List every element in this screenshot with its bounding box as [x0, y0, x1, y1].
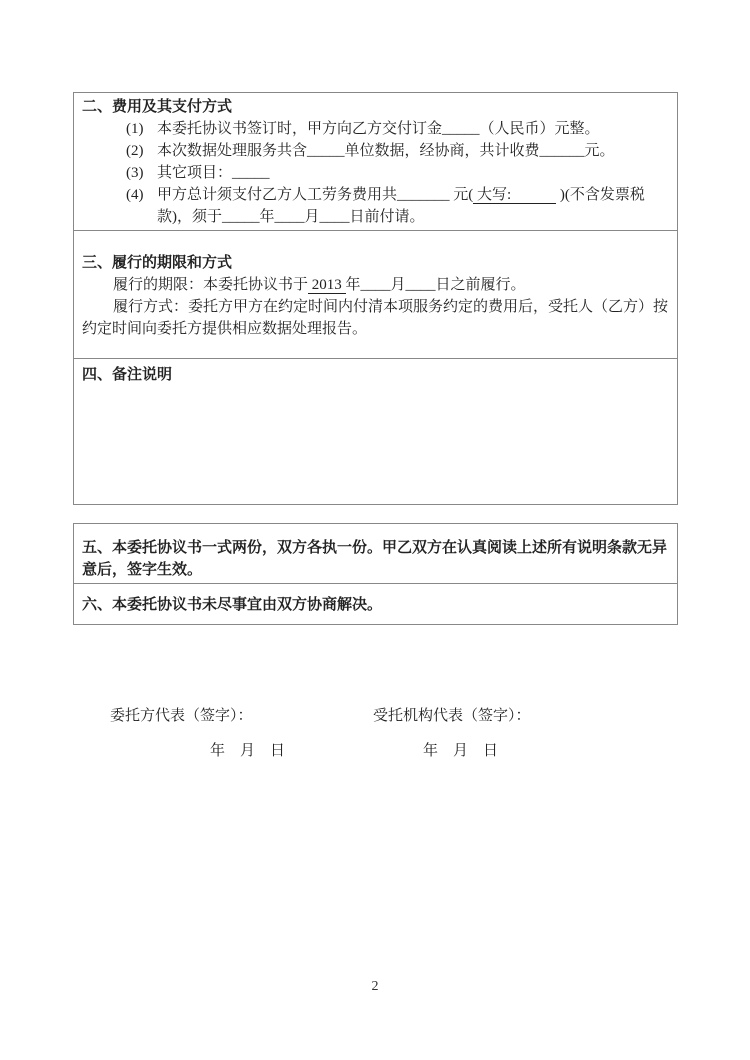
fee-item-2-text: 本次数据处理服务共含_____单位数据，经协商，共计收费______元。 — [157, 143, 615, 159]
section-fees — [74, 93, 677, 230]
performance-term-paragraph — [82, 274, 669, 296]
client-signature-block — [110, 705, 285, 762]
fee-item-4-text-before: 甲方总计须支付乙方人工劳务费用共_______ 元( — [157, 187, 474, 203]
fee-item-1-marker: (1) — [126, 121, 144, 137]
fee-item-1-text: 本委托协议书签订时，甲方向乙方交付订金_____（人民币）元整。 — [157, 121, 600, 137]
fee-item-4-marker: (4) — [126, 187, 144, 203]
fee-item-1 — [82, 118, 669, 140]
fee-item-4-text-after: )(不含发票税款)，须于_____年____月____日前付请。 — [157, 187, 645, 225]
section-fees-heading: 二、费用及其支付方式 — [82, 99, 233, 115]
trustee-date-line: 年 月 日 — [423, 743, 499, 759]
fee-item-3 — [82, 162, 669, 184]
fee-item-4-text — [157, 184, 669, 228]
contract-table-main — [73, 92, 678, 505]
year-underline: 2013 — [308, 277, 346, 293]
performance-term-before: 履行的期限：本委托协议书于 — [113, 277, 309, 293]
contract-table-clauses — [73, 523, 678, 625]
daxie-underline-blank: 大写: — [473, 187, 557, 203]
client-date-line: 年 月 日 — [210, 743, 286, 759]
clause-five: 五、本委托协议书一式两份，双方各执一份。甲乙双方在认真阅读上述所有说明条款无异意后，签字生效。 — [82, 540, 668, 578]
signature-area — [0, 700, 750, 790]
fee-item-3-text: 其它项目：_____ — [157, 165, 270, 181]
trustee-signature-label: 受托机构代表（签字）： — [373, 708, 531, 724]
page-number: 2 — [371, 979, 379, 994]
section-performance — [74, 230, 677, 358]
client-signature-label: 委托方代表（签字）： — [110, 708, 253, 724]
fee-item-3-marker: (3) — [126, 165, 144, 181]
section-performance-heading: 三、履行的期限和方式 — [82, 255, 233, 271]
performance-term-after: 年____月____日之前履行。 — [345, 277, 526, 293]
fee-item-2 — [82, 140, 669, 162]
section-remarks-heading: 四、备注说明 — [82, 367, 173, 383]
fee-item-2-marker: (2) — [126, 143, 144, 159]
fee-item-4 — [82, 184, 669, 228]
section-remarks — [74, 358, 677, 504]
clause-six: 六、本委托协议书未尽事宜由双方协商解决。 — [74, 583, 677, 624]
trustee-signature-block — [373, 705, 531, 762]
performance-method-paragraph: 履行方式：委托方甲方在约定时间内付清本项服务约定的费用后，受托人（乙方）按约定时间向委托方提供相应数据处理报告。 — [82, 299, 669, 337]
